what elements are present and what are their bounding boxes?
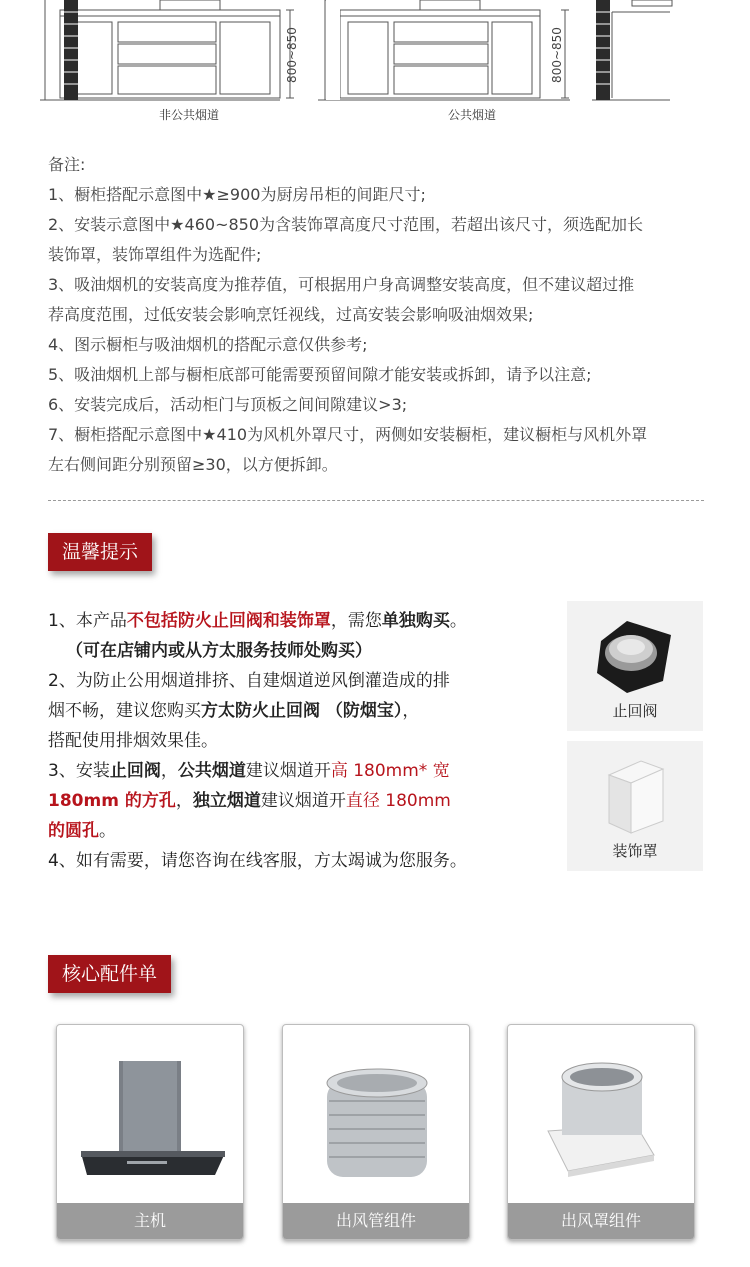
exhaust-duct-image — [283, 1025, 469, 1203]
part-label-decorative-cover: 装饰罩 — [612, 842, 658, 860]
core-label-exhaust-cover: 出风罩组件 — [508, 1203, 694, 1239]
tip-text: 烟不畅，建议您购买 — [48, 701, 201, 721]
part-card-check-valve — [567, 601, 703, 731]
tip-text: 建议烟道开 — [245, 761, 331, 781]
core-tag: 核心配件单 — [48, 955, 171, 993]
section-divider — [48, 500, 704, 501]
note-line: 7、橱柜搭配示意图中★410为风机外罩尺寸，两侧如安装橱柜，建议橱柜与风机外罩 — [48, 425, 648, 444]
note-line: 6、安装完成后，活动柜门与顶板之间间隙建议>3; — [48, 395, 408, 414]
tip-line-2: （可在店铺内或从方太服务技师处购买） — [66, 641, 372, 661]
tip-line-7 — [48, 786, 520, 816]
cabinet-diagram — [0, 0, 750, 130]
tip-bold: 单独购买 — [381, 611, 450, 631]
notes-section — [48, 150, 708, 480]
tip-highlight: 180mm 的方孔 — [48, 791, 176, 811]
tip-highlight: 不包括防火止回阀和装饰罩 — [126, 611, 331, 631]
part-card-decorative-cover — [567, 741, 703, 871]
tip-text: 。 — [99, 821, 116, 841]
tip-text: ， — [402, 701, 420, 721]
tip-text: 1、本产品 — [48, 611, 127, 631]
tip-highlight: 的圆孔 — [48, 821, 99, 841]
decorative-cover-image — [567, 741, 703, 841]
part-label-check-valve: 止回阀 — [612, 702, 658, 720]
check-valve-image — [567, 601, 703, 701]
tip-line-8 — [48, 816, 520, 846]
note-line: 荐高度范围，过低安装会影响烹饪视线，过高安装会影响吸油烟效果; — [48, 305, 534, 324]
core-label-main-unit: 主机 — [57, 1203, 243, 1239]
tip-text: ， — [175, 791, 193, 811]
tip-text: 。 — [449, 611, 467, 631]
core-card-exhaust-duct — [282, 1024, 470, 1240]
note-line: 5、吸油烟机上部与橱柜底部可能需要预留间隙才能安装或拆卸，请予以注意; — [48, 365, 592, 384]
tip-highlight: 直径 180mm — [345, 791, 451, 811]
tip-text: ， — [160, 761, 178, 781]
note-line: 左右侧间距分别预留≥30，以方便拆卸。 — [48, 455, 338, 474]
caption-public-flue: 公共烟道 — [448, 108, 497, 122]
core-card-exhaust-cover — [507, 1024, 695, 1240]
tips-tag: 温馨提示 — [48, 533, 152, 571]
core-card-main-unit — [56, 1024, 244, 1240]
tip-bold: 独立烟道 — [192, 791, 261, 811]
tip-bold: 公共烟道 — [177, 761, 246, 781]
tip-line-1 — [48, 606, 520, 636]
tip-line-5: 搭配使用排烟效果佳。 — [48, 731, 218, 751]
exhaust-cover-image — [508, 1025, 694, 1203]
tip-text: 3、安装 — [48, 761, 110, 781]
installation-diagrams — [0, 0, 750, 130]
note-line: 2、安装示意图中★460~850为含装饰罩高度尺寸范围，若超出该尺寸，须选配加长 — [48, 215, 644, 234]
range-hood-image — [57, 1025, 243, 1203]
tip-highlight: 高 180mm* 宽 — [330, 761, 450, 781]
caption-non-public-flue: 非公共烟道 — [159, 108, 220, 122]
tip-line-3: 2、为防止公用烟道排挤、自建烟道逆风倒灌造成的排 — [48, 671, 450, 691]
tip-bold: 止回阀 — [109, 761, 161, 781]
note-line: 4、图示橱柜与吸油烟机的搭配示意仅供参考; — [48, 335, 368, 354]
tip-text: 建议烟道开 — [260, 791, 346, 811]
dimension-label-left: 800~850 — [285, 27, 299, 83]
notes-heading: 备注: — [48, 155, 86, 174]
tip-line-9: 4、如有需要，请您咨询在线客服，方太竭诚为您服务。 — [48, 851, 467, 871]
tip-line-6 — [48, 756, 520, 786]
tip-bold: 方太防火止回阀 （防烟宝） — [201, 701, 403, 721]
tip-line-4 — [48, 696, 520, 726]
note-line: 1、橱柜搭配示意图中★≥900为厨房吊柜的间距尺寸; — [48, 185, 426, 204]
tip-text: ，需您 — [330, 611, 382, 631]
dimension-label-right: 800~850 — [550, 27, 564, 83]
core-label-exhaust-duct: 出风管组件 — [283, 1203, 469, 1239]
note-line: 3、吸油烟机的安装高度为推荐值，可根据用户身高调整安装高度，但不建议超过推 — [48, 275, 635, 294]
note-line: 装饰罩，装饰罩组件为选配件; — [48, 245, 262, 264]
tips-text — [48, 606, 520, 876]
